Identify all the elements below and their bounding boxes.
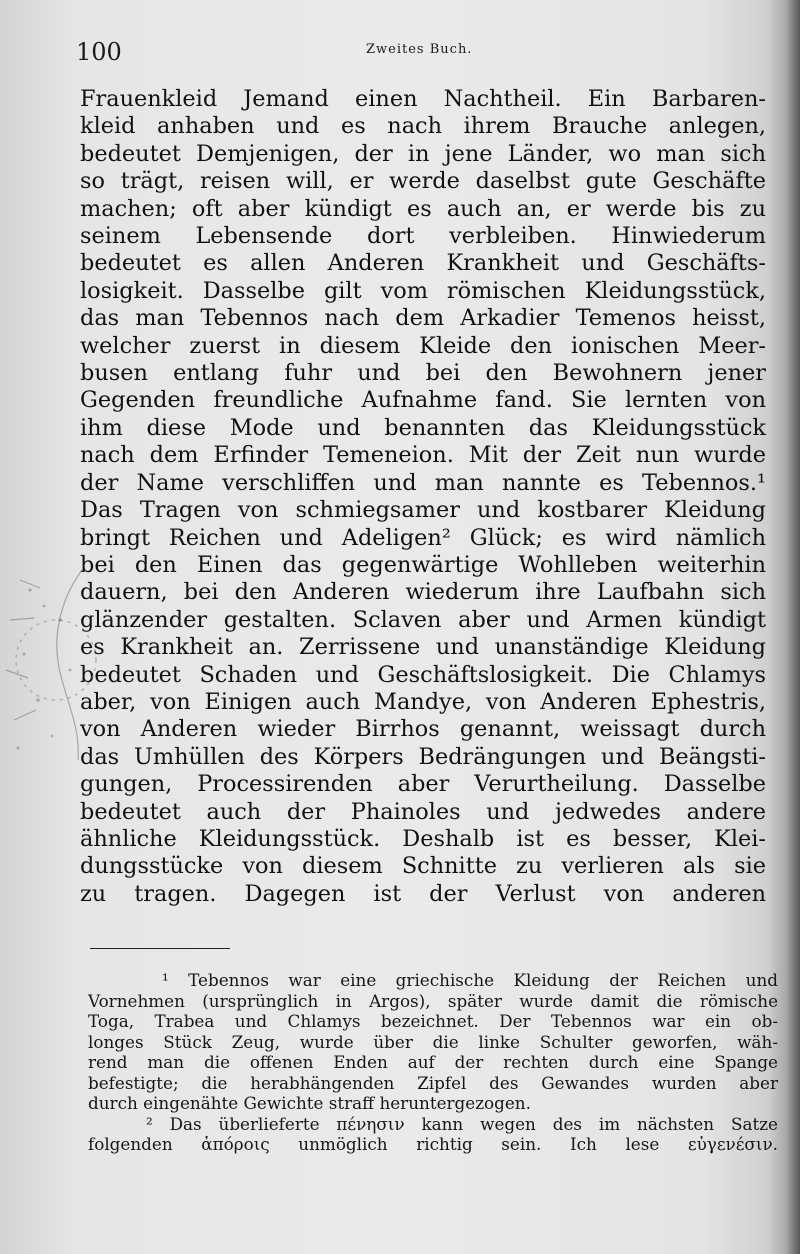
page-spine-shadow [786,0,800,1254]
text-line: Frauenkleid Jemand einen Nachtheil. Ein Barbaren- [80,86,766,112]
text-line: bedeutet auch der Phainoles und jedwedes andere [80,798,766,825]
text-line: das man Tebennos nach dem Arkadier Temenos heisst, [80,305,766,332]
footnote-line: befestigte; die herabhängenden Zipfel des Gewandes wurden aber [88,1072,778,1093]
text-line: gungen, Processirenden aber Verurtheilung. Dasselbe [80,771,766,798]
text-line: von Anderen wieder Birrhos genannt, weissagt durch [80,716,766,743]
text-line: es Krankheit an. Zerrissene und unanständige Kleidung [80,634,766,661]
page-header [0,38,800,68]
text-line: zu tragen. Dagegen ist der Verlust von anderen [80,880,766,907]
text-line: nach dem Erfinder Temeneion. Mit der Zeit nun wurde [80,442,766,469]
text-line: Gegenden freundliche Aufnahme fand. Sie lernten von [80,387,766,414]
footnotes [88,970,778,1155]
text-line: busen entlang fuhr und bei den Bewohnern jener [80,360,766,387]
footnote-divider [90,948,230,949]
footnote-line: ² Das überlieferte πένησιν kann wegen des im nächsten Satze [146,1113,778,1134]
footnote-line: rend man die offenen Enden auf der rechten durch eine Spange [88,1052,778,1072]
text-line: kleid anhaben und es nach ihrem Brauche anlegen, [80,113,766,140]
text-line: machen; oft aber kündigt es auch an, er werde bis zu [80,195,766,222]
running-head: Zweites Buch. [366,42,473,57]
text-line: welcher zuerst in diesem Kleide den ionischen Meer- [80,332,766,359]
footnote-line: Vornehmen (ursprünglich in Argos), später wurde damit die römische [88,990,778,1011]
text-line: bedeutet es allen Anderen Krankheit und Geschäfts- [80,250,766,277]
text-line: dungsstücke von diesem Schnitte zu verlieren als sie [80,853,766,880]
text-line: seinem Lebensende dort verbleiben. Hinwiederum [80,223,766,250]
text-line: so trägt, reisen will, er werde daselbst gute Geschäfte [80,168,766,195]
text-line: glänzender gestalten. Sclaven aber und Armen kündigt [80,606,766,633]
text-line: das Umhüllen des Körpers Bedrängungen und Beängsti- [80,743,766,770]
text-line: bedeutet Schaden und Geschäftslosigkeit. Die Chlamys [80,661,766,688]
footnote-line: longes Stück Zeug, wurde über die linke Schulter geworfen, wäh- [88,1031,778,1052]
main-text [80,86,766,908]
text-line: Das Tragen von schmiegsamer und kostbarer Kleidung [80,497,766,524]
text-line: ähnliche Kleidungsstück. Deshalb ist es besser, Klei- [80,825,766,852]
text-line: bedeutet Demjenigen, der in jene Länder, wo man sich [80,140,766,167]
footnote-line: folgenden ἀπόροις unmöglich richtig sein. Ich lese εὐγενέσιν. [88,1134,778,1154]
text-line: losigkeit. Dasselbe gilt vom römischen Kleidungsstück, [80,277,766,304]
text-line: ihm diese Mode und benannten das Kleidungsstück [80,414,766,441]
text-line: der Name verschliffen und man nannte es Tebennos.¹ [80,469,766,496]
text-line: dauern, bei den Anderen wiederum ihre Laufbahn sich [80,579,766,606]
footnote-line: Toga, Trabea und Chlamys bezeichnet. Der Tebennos war ein ob- [88,1011,778,1031]
page-number: 100 [76,38,122,66]
text-line: bei den Einen das gegenwärtige Wohlleben weiterhin [80,551,766,578]
footnote-line: durch eingenähte Gewichte straff heruntergezogen. [88,1093,531,1113]
footnote-line: ¹ Tebennos war eine griechische Kleidung der Reichen und [162,970,778,990]
text-line: bringt Reichen und Adeligen² Glück; es wird nämlich [80,524,766,551]
text-line: aber, von Einigen auch Mandye, von Anderen Ephestris, [80,688,766,715]
library-stamp-icon [0,560,100,780]
